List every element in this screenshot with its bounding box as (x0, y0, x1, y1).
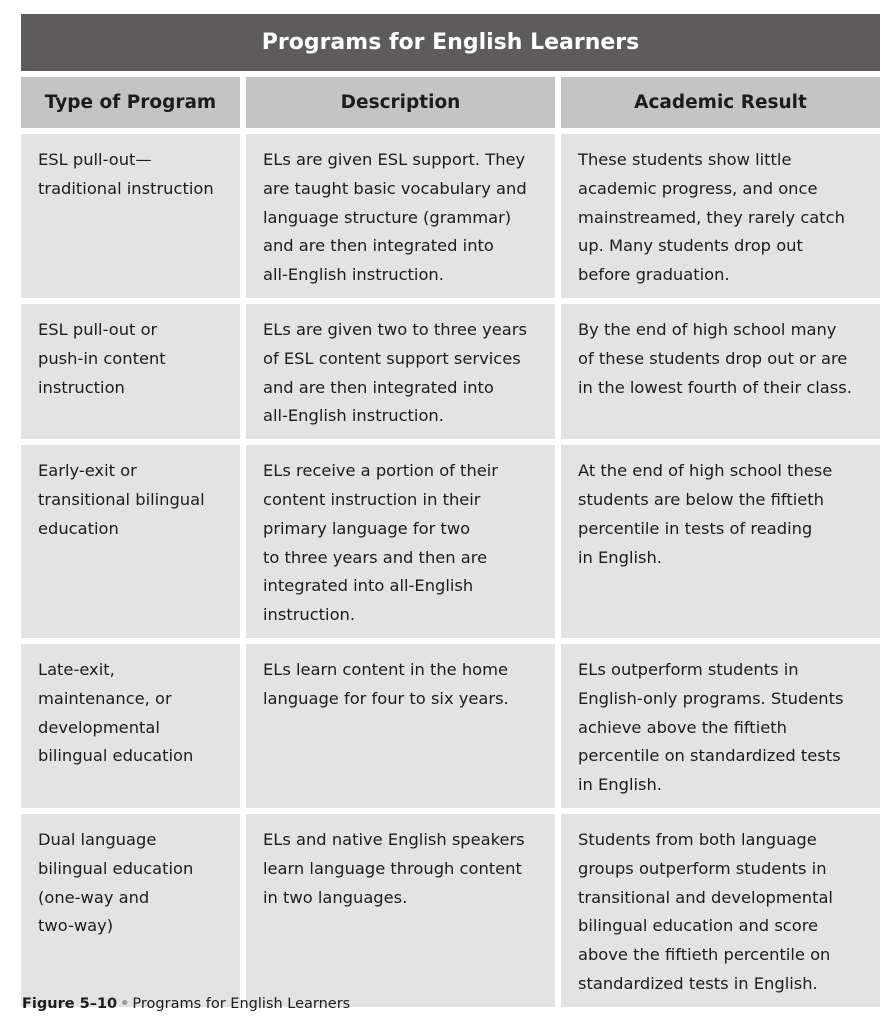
figure-caption (22, 996, 350, 1012)
cell-line: instruction. (263, 605, 356, 625)
cell-line: These students show little (578, 150, 792, 169)
cell-line: transitional bilingual (38, 489, 205, 509)
cell-line: ELs learn content in the home (263, 659, 509, 679)
cell-line: content instruction in their (263, 489, 481, 509)
cell-line: ELs are given two to three years (263, 319, 527, 339)
cell-line: and are then integrated into (263, 377, 494, 397)
cell-line: two-way) (38, 916, 114, 936)
cell-line: Late-exit, (38, 659, 115, 679)
academic-result-cell (561, 134, 880, 298)
cell-line: in the lowest fourth of their class. (578, 377, 852, 397)
cell-line: groups outperform students in (578, 858, 827, 878)
cell-line: bilingual education and score (578, 916, 819, 936)
academic-result-cell (561, 445, 880, 638)
cell-line: language for four to six years. (263, 688, 509, 708)
cell-line: primary language for two (263, 518, 471, 538)
cell-line: and are then integrated into (263, 236, 494, 256)
cell-line: ELs are given ESL support. They (263, 150, 526, 169)
cell-line: ESL pull-out— (38, 150, 152, 169)
cell-line: maintenance, or (38, 688, 172, 708)
cell-line: Dual language (38, 829, 157, 849)
header-type-of-program: Type of Program (21, 77, 240, 128)
academic-result-cell (561, 814, 880, 1007)
header-academic-result: Academic Result (561, 77, 880, 128)
description-cell (246, 814, 555, 1007)
table-grid (21, 77, 880, 1007)
cell-line: academic progress, and once (578, 178, 818, 198)
cell-line: all-English instruction. (263, 406, 444, 426)
cell-line: percentile on standardized tests (578, 746, 841, 766)
cell-line: By the end of high school many (578, 319, 837, 339)
cell-line: ELs receive a portion of their (263, 461, 498, 481)
cell-line: to three years and then are (263, 547, 488, 567)
cell-line: of these students drop out or are (578, 348, 848, 368)
cell-line: learn language through content (263, 858, 522, 878)
cell-line: in two languages. (263, 887, 408, 907)
description-cell (246, 304, 555, 439)
cell-line: traditional instruction (38, 178, 214, 198)
table-title: Programs for English Learners (21, 14, 880, 71)
cell-line: instruction (38, 377, 125, 397)
cell-line: of ESL content support services (263, 348, 521, 368)
cell-line: Early-exit or (38, 461, 137, 481)
cell-line: developmental (38, 717, 160, 737)
cell-line: ESL pull-out or (38, 319, 158, 339)
cell-line: up. Many students drop out (578, 236, 803, 256)
type-of-program-cell (21, 814, 240, 1007)
cell-line: push-in content (38, 348, 166, 368)
type-of-program-cell (21, 644, 240, 808)
cell-line: all-English instruction. (263, 265, 444, 285)
description-cell (246, 644, 555, 808)
cell-line: mainstreamed, they rarely catch (578, 207, 845, 227)
cell-line: in English. (578, 547, 662, 567)
type-of-program-cell (21, 304, 240, 439)
figure-label: Figure 5–10 (22, 996, 118, 1012)
cell-line: transitional and developmental (578, 887, 833, 907)
description-cell (246, 134, 555, 298)
cell-line: education (38, 518, 119, 538)
caption-text: Programs for English Learners (132, 996, 351, 1012)
programs-table (21, 14, 880, 1007)
academic-result-cell (561, 304, 880, 439)
cell-line: Students from both language (578, 829, 817, 849)
cell-line: ELs outperform students in (578, 659, 799, 679)
cell-line: At the end of high school these (578, 461, 833, 481)
header-description: Description (246, 77, 555, 128)
cell-line: percentile in tests of reading (578, 518, 813, 538)
cell-line: (one-way and (38, 887, 150, 907)
type-of-program-cell (21, 445, 240, 638)
description-cell (246, 445, 555, 638)
cell-line: are taught basic vocabulary and (263, 178, 527, 198)
cell-line: above the fiftieth percentile on (578, 945, 831, 965)
cell-line: English-only programs. Students (578, 688, 844, 708)
cell-line: ELs and native English speakers (263, 829, 525, 849)
cell-line: language structure (grammar) (263, 207, 512, 227)
cell-line: integrated into all-English (263, 576, 474, 596)
caption-separator: • (120, 996, 130, 1012)
cell-line: bilingual education (38, 746, 194, 766)
cell-line: before graduation. (578, 265, 730, 285)
cell-line: in English. (578, 775, 662, 795)
cell-line: bilingual education (38, 858, 194, 878)
academic-result-cell (561, 644, 880, 808)
cell-line: achieve above the fiftieth (578, 717, 787, 737)
cell-line: standardized tests in English. (578, 973, 818, 993)
cell-line: students are below the fiftieth (578, 489, 824, 509)
type-of-program-cell (21, 134, 240, 298)
